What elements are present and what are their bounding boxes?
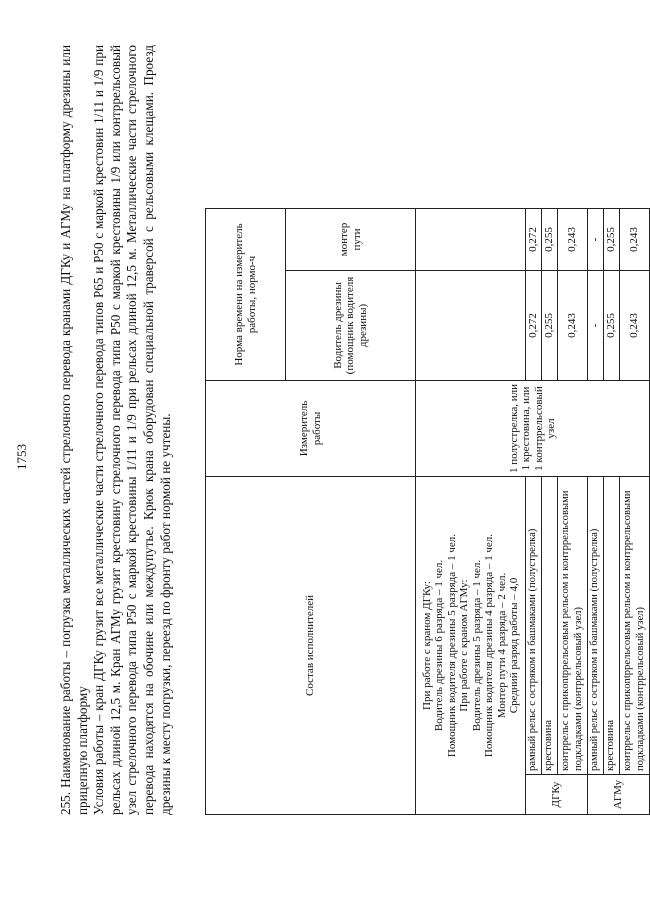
- intro-text: [58, 45, 174, 815]
- norm-value: 0,255: [604, 209, 620, 271]
- header-track-worker: монтер пути: [286, 209, 416, 271]
- table-row: [588, 209, 604, 815]
- table-row: [558, 209, 588, 815]
- norm-value: 0,243: [558, 209, 588, 271]
- norm-value: 0,243: [558, 271, 588, 381]
- norm-table: [205, 208, 650, 815]
- work-title: 255. Наименование работы – погрузка металлических частей стрелочного перевода кранами ДГКу и АГМу на платформу дрезины или прицепную платформу: [58, 45, 90, 815]
- team-line: Монтер пути 4 разряда – 2 чел.: [495, 572, 508, 719]
- table-row: [526, 209, 542, 815]
- team-line: Помощник водителя дрезины 5 разряда – 1 чел.: [445, 533, 458, 758]
- norm-value: -: [588, 271, 604, 381]
- team-line: Водитель дрезины 5 разряда – 1 чел.: [470, 559, 483, 732]
- norm-value: 0,255: [604, 271, 620, 381]
- norm-blank: [416, 209, 526, 271]
- header-meter: Измеритель работы: [206, 381, 416, 477]
- norm-value: 0,243: [620, 209, 650, 271]
- page-number: 1753: [14, 444, 29, 470]
- norm-blank: [416, 271, 526, 381]
- meter-value: 1 полустрелка, или 1 крестовина, или 1 контррельсовый узел: [416, 381, 650, 477]
- team-line: При работе с краном ДГКу:: [420, 581, 433, 710]
- team-line: При работе с краном АГМу:: [458, 579, 470, 712]
- norm-value: 0,255: [542, 209, 558, 271]
- norm-value: 0,272: [526, 271, 542, 381]
- norm-value: 0,243: [620, 271, 650, 381]
- work-conditions: Условия работы – кран ДГКу грузит все металлические части стрелочного перевода типов Р65 и Р50 с маркой крестовин 1/11 и 1/9 при рельсах длиной 12,5 м. Кран АГМу грузит крестовину стрелочного перевода типа Р50 с маркой крестовины 1/9 или контррельсовый узел стрелочного перевода типа Р50 с маркой крестовины 1/11 и 1/9 при рельсах длиной 12,5 м. Металлические части стрелочного перевода находятся на обочине или междупутье. Крюк крана оборудован специальной траверсой с рельсовыми клещами. Проезд дрезины к месту погрузки, переезд по фронту работ нормой не учтены.: [91, 45, 173, 815]
- table-row: [604, 209, 620, 815]
- table-header-row: [206, 209, 286, 815]
- table-row: [620, 209, 650, 815]
- item-label: рамный рельс с остряком и башмаками (полустрелка): [588, 477, 604, 775]
- header-driver: Водитель дрезины (помощник водителя дрезины): [286, 271, 416, 381]
- item-label: контррельс с прикontррельсовым рельсом и контррельсовыми подкладками (контррельсовый узел): [558, 477, 588, 775]
- team-line: Средний разряд работы – 4,0: [508, 577, 520, 714]
- item-label: контррельс с прикontррельсовым рельсом и контррельсовыми подкладками (контррельсовый узел): [620, 477, 650, 775]
- item-label: рамный рельс с остряком и башмаками (полустрелка): [526, 477, 542, 775]
- table-team-row: [416, 209, 526, 815]
- crane-label: АГМу: [588, 775, 650, 815]
- norm-value: 0,272: [526, 209, 542, 271]
- team-composition: [416, 477, 526, 815]
- norm-value: 0,255: [542, 271, 558, 381]
- norm-value: -: [588, 209, 604, 271]
- team-line: Водитель дрезины 6 разряда – 1 чел.: [433, 559, 445, 732]
- crane-label: ДГКу: [526, 775, 588, 815]
- team-line: Помощник водителя дрезины 4 разряда – 1 чел.: [483, 533, 495, 758]
- header-composition: Состав исполнителей: [206, 477, 416, 815]
- item-label: крестовина: [604, 477, 620, 775]
- header-norm: Норма времени на измеритель работы, нормо-ч: [206, 209, 286, 381]
- item-label: крестовина: [542, 477, 558, 775]
- table-row: [542, 209, 558, 815]
